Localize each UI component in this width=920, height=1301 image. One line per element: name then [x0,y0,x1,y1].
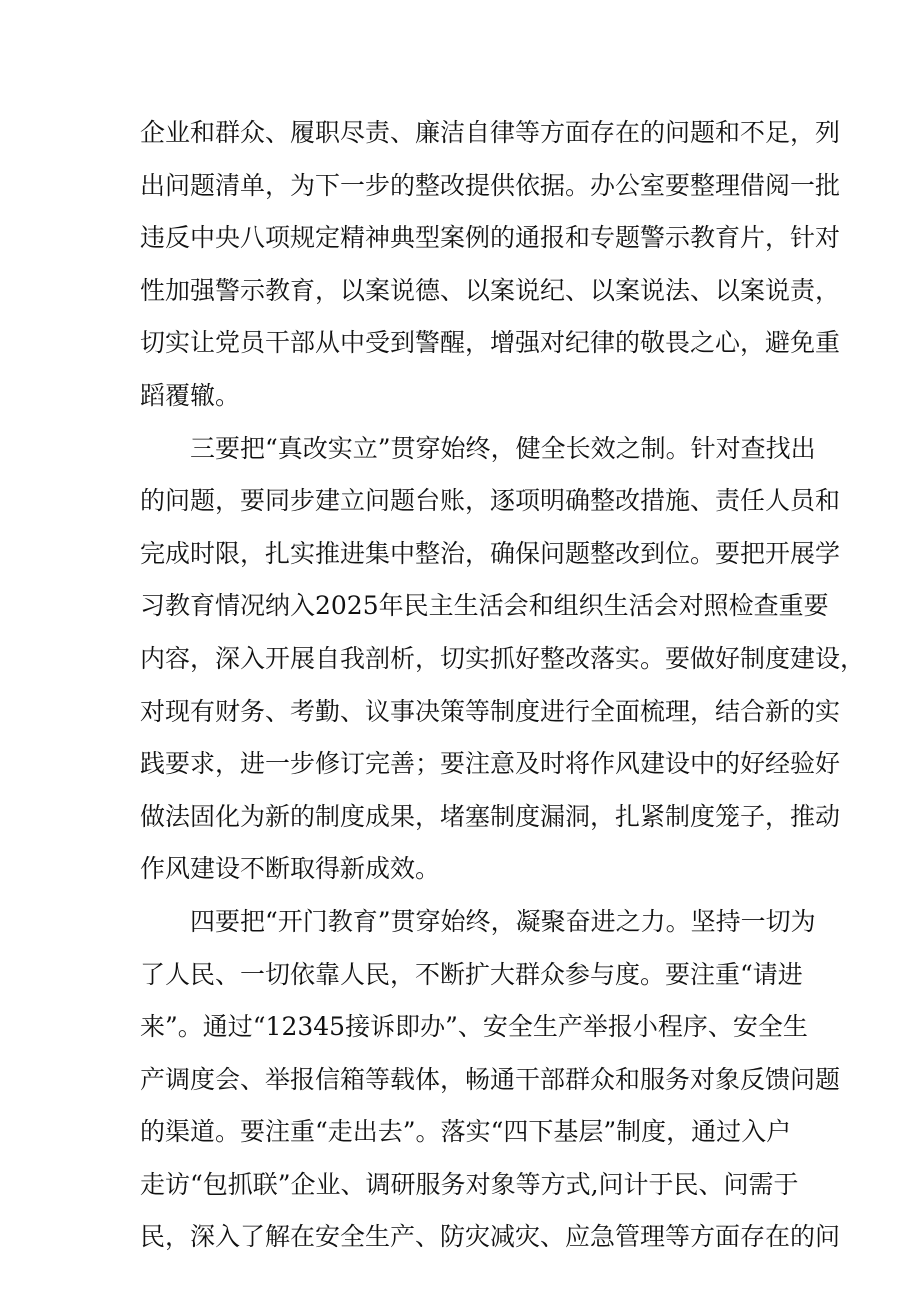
text-line: 践要求，进一步修订完善；要注意及时将作风建设中的好经验好 [140,749,841,779]
text-line: 切实让党员干部从中受到警醒，增强对纪律的敬畏之心，避免重 [140,328,841,358]
text-line: 违反中央八项规定精神典型案例的通报和专题警示教育片，针对 [140,223,841,253]
text-line: 内容，深入开展自我剖析，切实抓好整改落实。要做好制度建设， [140,643,866,673]
paragraph-start-line: 四要把“开门教育”贯穿始终，凝聚奋进之力。坚持一切为 [190,906,816,936]
text-line: 作风建设不断取得新成效。 [140,854,441,884]
text-line: 的问题，要同步建立问题台账，逐项明确整改措施、责任人员和 [140,486,841,516]
text-line: 习教育情况纳入2025年民主生活会和组织生活会对照检查重要 [140,591,829,621]
text-line: 民，深入了解在安全生产、防灾减灾、应急管理等方面存在的问 [140,1222,841,1252]
text-line: 产调度会、举报信箱等载体，畅通干部群众和服务对象反馈问题 [140,1064,841,1094]
text-line: 完成时限，扎实推进集中整治，确保问题整改到位。要把开展学 [140,538,841,568]
text-line: 了人民、一切依靠人民，不断扩大群众参与度。要注重“请进 [140,959,803,989]
text-line: 来”。通过“12345接诉即办”、安全生产举报小程序、安全生 [140,1012,808,1042]
text-line: 性加强警示教育，以案说德、以案说纪、以案说法、以案说责， [140,275,841,305]
text-line: 走访“包抓联”企业、调研服务对象等方式,问计于民、问需于 [140,1169,799,1199]
text-line: 的渠道。要注重“走出去”。落实“四下基层”制度，通过入户 [140,1117,792,1147]
text-line: 出问题清单，为下一步的整改提供依据。办公室要整理借阅一批 [140,170,841,200]
text-line: 做法固化为新的制度成果，堵塞制度漏洞，扎紧制度笼子，推动 [140,801,841,831]
paragraph-start-line: 三要把“真改实立”贯穿始终，健全长效之制。针对查找出 [190,433,816,463]
text-line: 对现有财务、考勤、议事决策等制度进行全面梳理，结合新的实 [140,696,841,726]
text-line: 企业和群众、履职尽责、廉洁自律等方面存在的问题和不足，列 [140,118,841,147]
document-body [140,107,866,1264]
text-line: 蹈覆辙。 [140,380,241,410]
